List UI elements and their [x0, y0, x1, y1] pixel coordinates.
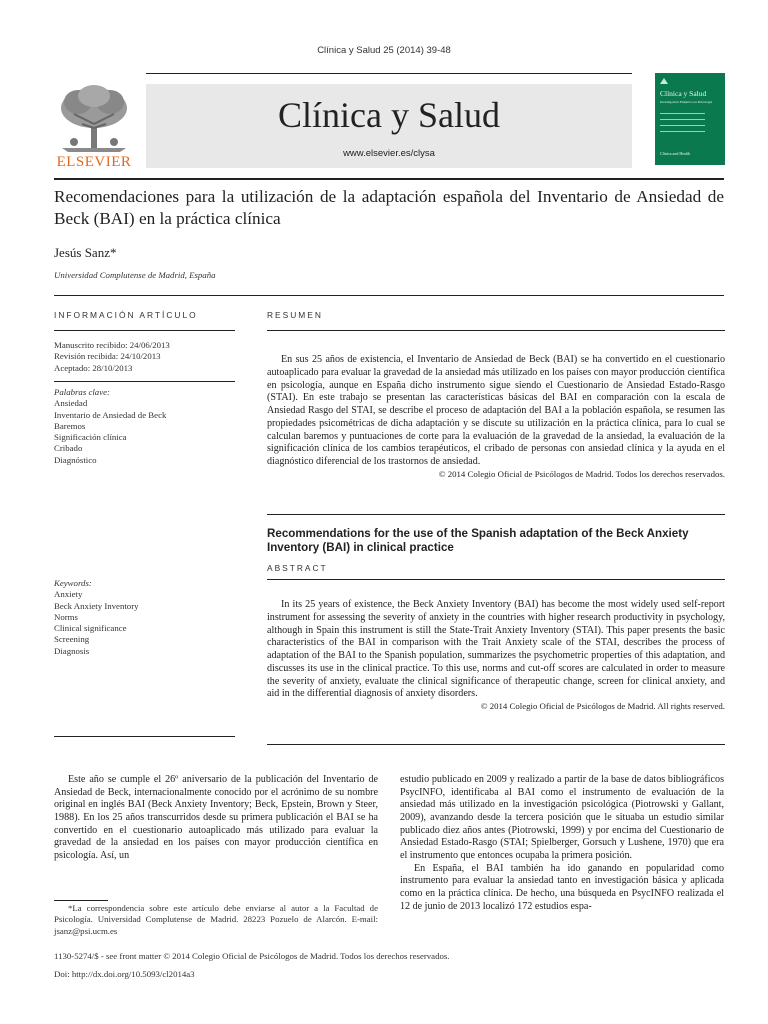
journal-title: Clínica y Salud — [278, 95, 500, 135]
keyword-en: Anxiety — [54, 589, 83, 600]
abstract-bottom-rule — [267, 744, 725, 745]
keyword: Inventario de Ansiedad de Beck — [54, 409, 167, 420]
tree-icon — [54, 84, 134, 154]
abstract-rule — [267, 579, 725, 580]
keywords-en — [54, 578, 235, 657]
cover-subtitle: Investigación Empírica en Psicología — [660, 100, 713, 104]
body-right-column — [400, 774, 724, 913]
title-top-rule — [54, 178, 724, 180]
keywords-es — [54, 387, 235, 466]
revised-date: Revisión recibida: 24/10/2013 — [54, 351, 161, 362]
journal-url[interactable]: www.elsevier.es/clysa — [343, 148, 435, 159]
body-left-column — [54, 774, 378, 863]
resumen-block — [267, 354, 725, 479]
journal-cover — [655, 73, 725, 165]
issn-line: 1130-5274/$ - see front matter © 2014 Colegio Oficial de Psicólogos de Madrid. Todos los derechos reservados. — [54, 951, 450, 961]
body-paragraph: En España, el BAI también ha ido ganando en popularidad como instrumento para evaluar la ansiedad tanto en investigación básica y aplicada como en la práctica clínica. De hecho, una búsqueda en PsycINFO realizada el 12 de junio de 2013 localizó 172 estudios espa- — [400, 862, 724, 912]
keyword: Significación clínica — [54, 432, 127, 443]
resumen-rule — [267, 330, 725, 331]
info-heading: INFORMACIÓN ARTÍCULO — [54, 310, 198, 320]
keyword-en: Norms — [54, 611, 78, 622]
received-date: Manuscrito recibido: 24/06/2013 — [54, 340, 170, 350]
body-paragraph: estudio publicado en 2009 y realizado a partir de la base de datos bibliográficos PsycINFO, identificaba al BAI como el instrumento de evaluación de la ansiedad más utilizado en la investigación psicológica (Piotrowski y Gallant, 2009), avanzando desde la tercera posición que le situaba un estudio similar publicado diez años antes (Piotrowski, 1999) y por encima del Cuestionario de Ansiedad Estado-Rasgo (STAI; Spielberger, Gorsuch y Lushene, 1970) que era el instrumento que entonces ocupaba la primera posición. — [400, 774, 724, 861]
cover-logo-icon — [659, 77, 669, 85]
cover-title: Clínica y Salud — [660, 89, 707, 98]
resumen-bottom-rule — [267, 514, 725, 515]
author-name: Jesús Sanz* — [54, 245, 117, 260]
article-title: Recomendaciones para la utilización de la adaptación española del Inventario de Ansiedad de Beck (BAI) en la práctica clínica — [54, 187, 724, 228]
footnote-text: *La correspondencia sobre este artículo debe enviarse al autor a la Facultad de Psicología. Universidad Complutense de Madrid. 28223 Pozuelo de Alarcón. E-mail: jsanz@psi.ucm.es — [54, 903, 378, 936]
cover-footer: Clínica and Health — [660, 151, 690, 156]
resumen-text: En sus 25 años de existencia, el Inventario de Ansiedad de Beck (BAI) se ha convertido en el cuestionario autoaplicado para evaluar la gravedad de la ansiedad más utilizado en los países con mayor producción científica en psicología, aunque en España dicho instrumento sigue siendo el Cuestionario de Ansiedad Estado-Rasgo (STAI). En este trabajo se presentan las características básicas del BAI en comparación con la escala de Ansiedad Rasgo del STAI, se describe el proceso de adaptación del BAI a la población española, se resumen las propiedades psicométricas de dicha adaptación y se discute su utilización en la práctica clínica, para lo cual se calculan baremos y puntuaciones de corte para la evaluación de la gravedad de la ansiedad, la evaluación de la significación clínica de los cambios terapéuticos, el cribado de personas con ansiedad clínica y la ayuda en el diagnóstico diferencial de los trastornos de ansiedad. — [267, 354, 725, 467]
accepted-date: Aceptado: 28/10/2013 — [54, 362, 133, 373]
abstract-heading: ABSTRACT — [267, 563, 328, 573]
body-paragraph: Este año se cumple el 26º aniversario de la publicación del Inventario de Ansiedad de Beck, internacionalmente conocido por el acrónimo de su nombre original en inglés BAI (Beck Anxiety Inventory; Beck, Epstein, Brown y Steer, 1988). En los 25 años transcurridos desde su primera publicación el BAI se ha convertido en el cuestionario autoaplicado más utilizado para evaluar la gravedad de la ansiedad en los países con mayor producción científica en psicología. Así, un — [54, 774, 378, 861]
journal-banner — [146, 84, 632, 168]
footnote-rule — [54, 900, 108, 901]
cover-decoration — [660, 113, 705, 137]
keywords-label: Palabras clave: — [54, 387, 110, 397]
keyword: Baremos — [54, 420, 86, 431]
author-affiliation: Universidad Complutense de Madrid, España — [54, 270, 216, 280]
resumen-heading: RESUMEN — [267, 310, 323, 320]
history-rule — [54, 381, 235, 382]
title-bottom-rule — [54, 295, 724, 296]
keyword-en: Beck Anxiety Inventory — [54, 600, 139, 611]
journal-citation: Clínica y Salud 25 (2014) 39-48 — [317, 45, 451, 56]
abstract-block — [267, 599, 725, 711]
keyword-en: Screening — [54, 634, 90, 645]
keyword: Cribado — [54, 443, 83, 454]
keyword: Ansiedad — [54, 398, 88, 409]
abstract-text: In its 25 years of existence, the Beck Anxiety Inventory (BAI) has become the most widely used self-report instrument for assessing the severity of anxiety in the countries with higher research productivity in psychology, although in Spain this instrument is still the State-Trait Anxiety Inventory (STAI). This paper presents the basic characteristics of the BAI in comparison with the Trait Anxiety scale of the STAI, describes the process of adaptation of the BAI to the Spanish population, summarizes the psychometric properties of this adaptation, and discusses its use in the clinical practice. To this use, norms and cut-off scores are calculated in order to measure the severity of anxiety, evaluate the clinical significance of therapeutic change, screen for clinical anxiety, and aid in the differential diagnosis of anxiety disorders. — [267, 599, 725, 700]
english-title: Recommendations for the use of the Spanish adaptation of the Beck Anxiety Inventory (BAI) in clinical practice — [267, 527, 689, 554]
article-history — [54, 340, 235, 374]
info-bottom-rule — [54, 736, 235, 737]
keyword-en: Clinical significance — [54, 623, 127, 634]
info-rule — [54, 330, 235, 331]
abstract-copyright: © 2014 Colegio Oficial de Psicólogos de Madrid. All rights reserved. — [480, 701, 725, 711]
keywords-en-label: Keywords: — [54, 578, 92, 588]
doi-line[interactable]: Doi: http://dx.doi.org/10.5093/cl2014a3 — [54, 969, 195, 979]
publisher-name: ELSEVIER — [56, 154, 132, 170]
header-rule — [146, 73, 632, 74]
elsevier-logo — [54, 84, 134, 170]
keyword: Diagnóstico — [54, 454, 97, 465]
footnote — [54, 903, 378, 937]
resumen-copyright: © 2014 Colegio Oficial de Psicólogos de Madrid. Todos los derechos reservados. — [438, 468, 725, 479]
keyword-en: Diagnosis — [54, 645, 90, 656]
